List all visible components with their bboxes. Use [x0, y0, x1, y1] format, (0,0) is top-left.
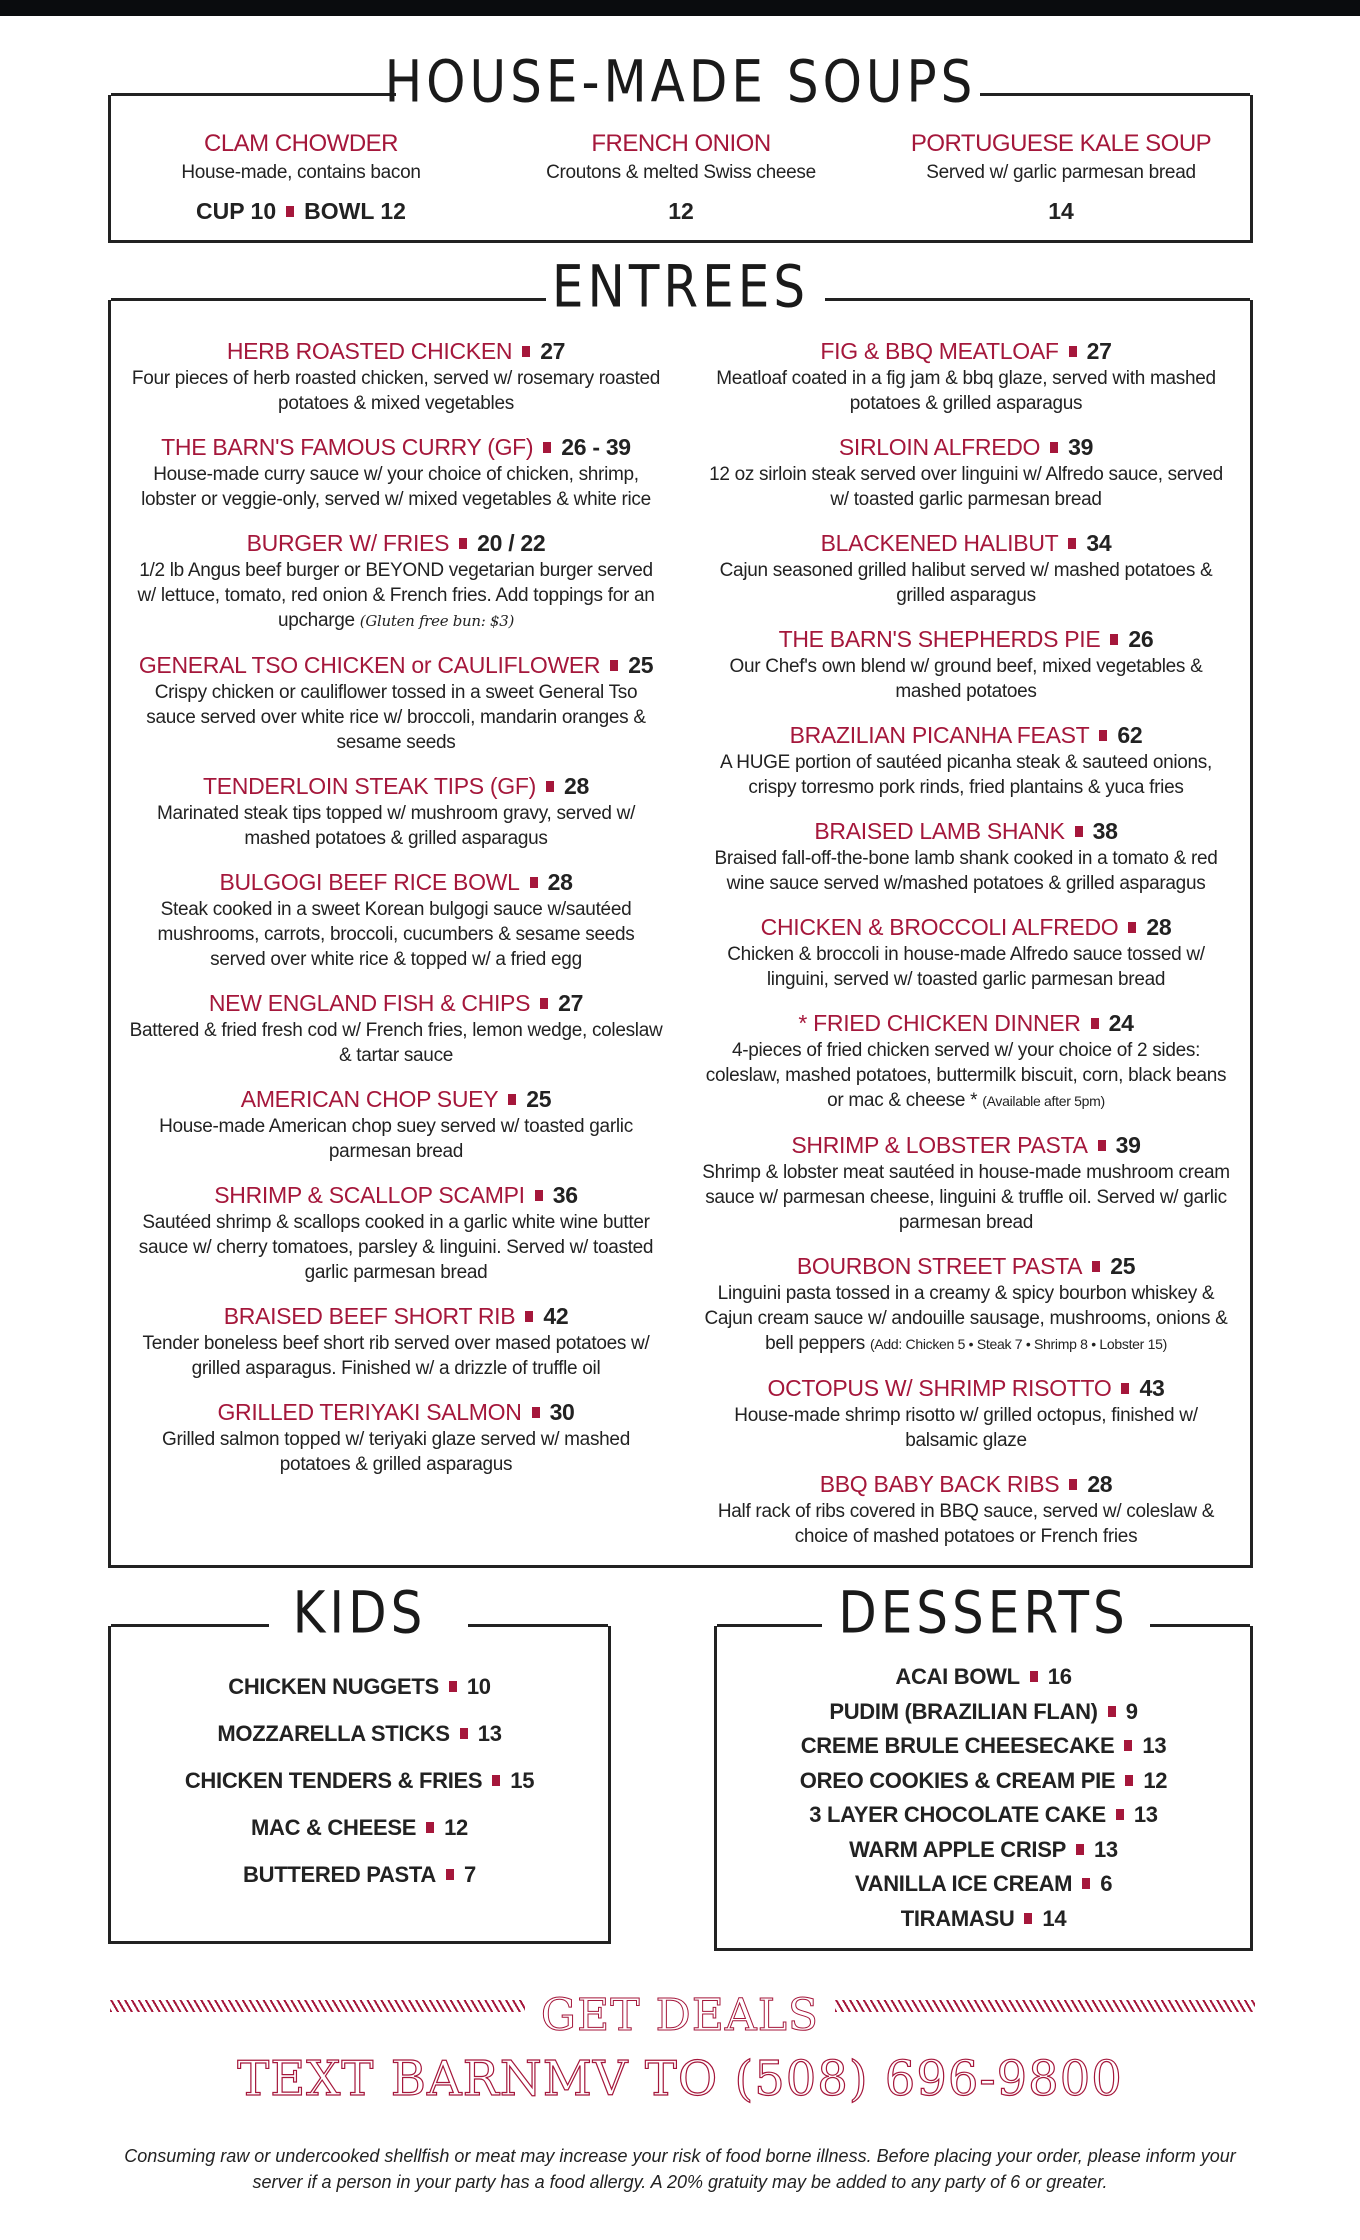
bullet-icon	[1030, 1671, 1038, 1682]
entree-price: 36	[552, 1182, 578, 1208]
deals-phone: TEXT BARNMV TO (508) 696-9800	[237, 2051, 1123, 2107]
entree-desc	[691, 558, 1241, 608]
item-name: CHICKEN TENDERS & FRIES	[184, 1768, 483, 1793]
entree-price: 39	[1115, 1132, 1141, 1158]
entree-desc	[691, 654, 1241, 704]
bullet-icon	[1050, 442, 1058, 453]
entree-desc	[691, 366, 1241, 416]
entree-desc-text: Cajun seasoned grilled halibut served w/ mashed potatoes & grilled asparagus	[719, 560, 1213, 606]
bullet-icon	[449, 1681, 457, 1692]
entree-price: 25	[1110, 1253, 1136, 1279]
bullet-icon	[525, 1311, 533, 1322]
bullet-icon	[459, 538, 467, 549]
item-name: OREO COOKIES & CREAM PIE	[799, 1767, 1116, 1793]
menu-list-item	[717, 1837, 1250, 1872]
entree-name: SHRIMP & SCALLOP SCAMPI	[214, 1182, 525, 1208]
entree-note: (Add: Chicken 5 • Steak 7 • Shrimp 8 • Lobster 15)	[869, 1336, 1167, 1352]
entree-desc	[121, 1427, 671, 1477]
item-price: 15	[510, 1768, 535, 1793]
entree-note: (Available after 5pm)	[982, 1093, 1105, 1109]
entree-price: 30	[549, 1399, 575, 1425]
entree-title	[691, 1469, 1241, 1499]
bullet-icon	[1125, 1775, 1133, 1786]
item-price: 12	[444, 1815, 468, 1840]
entree-name: BRAZILIAN PICANHA FEAST	[789, 722, 1090, 748]
item-price: 6	[1100, 1871, 1113, 1896]
entree-name: HERB ROASTED CHICKEN	[226, 338, 513, 364]
entree-item	[121, 1301, 671, 1381]
entree-desc-text: Sautéed shrimp & scallops cooked in a garlic white wine butter sauce w/ cherry tomatoes, parsley & linguini. Served w/ toasted garlic parmesan bread	[138, 1212, 654, 1283]
entree-desc	[691, 1499, 1241, 1549]
bullet-icon	[446, 1869, 454, 1880]
bullet-icon	[1099, 730, 1107, 741]
entree-name: THE BARN'S FAMOUS CURRY (GF)	[161, 434, 534, 460]
entree-price: 43	[1139, 1375, 1165, 1401]
entree-item	[121, 650, 671, 755]
entree-item	[691, 1373, 1241, 1453]
entree-price: 39	[1068, 434, 1094, 460]
bullet-icon	[546, 781, 554, 792]
entree-name: THE BARN'S SHEPHERDS PIE	[778, 626, 1101, 652]
item-price: 13	[477, 1721, 502, 1746]
bullet-icon	[1024, 1913, 1032, 1924]
item-name: MOZZARELLA STICKS	[217, 1721, 450, 1746]
entree-name: TENDERLOIN STEAK TIPS (GF)	[203, 773, 536, 799]
bowl-price: BOWL 12	[304, 198, 406, 224]
entree-name: BULGOGI BEEF RICE BOWL	[219, 869, 520, 895]
entree-title	[691, 528, 1241, 558]
soup-price: 14	[1048, 198, 1074, 224]
entree-title	[691, 624, 1241, 654]
bullet-icon	[530, 877, 538, 888]
entree-title	[691, 336, 1241, 366]
entree-item	[121, 1180, 671, 1285]
bullet-icon	[1076, 1844, 1084, 1855]
item-price: 9	[1125, 1698, 1138, 1724]
entree-price: 26 - 39	[561, 434, 631, 460]
kids-list	[111, 1674, 608, 1909]
entree-item	[121, 867, 671, 972]
item-name: PUDIM (BRAZILIAN FLAN)	[829, 1698, 1098, 1724]
bullet-icon	[1091, 1018, 1099, 1029]
entree-desc	[691, 1403, 1241, 1453]
item-name: 3 LAYER CHOCOLATE CAKE	[809, 1802, 1106, 1827]
bullet-icon	[1069, 1479, 1077, 1490]
entree-name: GRILLED TERIYAKI SALMON	[217, 1399, 522, 1425]
bullet-icon	[1124, 1740, 1132, 1751]
entree-name: CHICKEN & BROCCOLI ALFREDO	[760, 914, 1119, 940]
entree-desc	[121, 1210, 671, 1285]
section-heading: KIDS	[292, 1579, 427, 1647]
soup-desc: Served w/ garlic parmesan bread	[926, 162, 1196, 183]
bullet-icon	[1075, 826, 1083, 837]
entree-note: (Gluten free bun: $3)	[359, 612, 515, 630]
entree-desc-text: Steak cooked in a sweet Korean bulgogi sauce w/sautéed mushrooms, carrots, broccoli, cucumbers & sesame seeds served over white rice & topped w/ a fried egg	[157, 899, 635, 970]
section-heading: ENTREES	[551, 253, 810, 321]
entree-name: BRAISED LAMB SHANK	[814, 818, 1065, 844]
item-name: CREME BRULE CHEESECAKE	[800, 1733, 1115, 1758]
menu-list-item	[111, 1768, 608, 1815]
entree-item	[121, 528, 671, 634]
entree-item	[691, 432, 1241, 512]
item-price: 13	[1142, 1733, 1167, 1758]
soup-item	[111, 130, 491, 225]
entree-name: * FRIED CHICKEN DINNER	[798, 1010, 1081, 1036]
entree-desc	[121, 1114, 671, 1164]
entree-desc-text: Crispy chicken or cauliflower tossed in a sweet General Tso sauce served over white rice w/ broccoli, mandarin oranges & sesame seeds	[146, 682, 646, 753]
menu-list-item	[717, 1802, 1250, 1837]
menu-list-item	[111, 1815, 608, 1862]
item-name: VANILLA ICE CREAM	[854, 1871, 1073, 1896]
entree-desc	[121, 897, 671, 972]
entrees-left-column	[121, 336, 671, 1493]
menu-list-item	[717, 1733, 1250, 1768]
entree-title	[121, 650, 671, 680]
entree-desc-text: Battered & fried fresh cod w/ French fries, lemon wedge, coleslaw & tartar sauce	[129, 1020, 663, 1066]
soup-desc: House-made, contains bacon	[181, 162, 421, 183]
item-price: 14	[1042, 1905, 1067, 1931]
entree-desc	[691, 1281, 1241, 1357]
entree-title	[691, 1008, 1241, 1038]
soups-section	[108, 48, 1253, 243]
bullet-icon	[1069, 346, 1077, 357]
entree-price: 27	[558, 990, 584, 1016]
entree-desc	[121, 462, 671, 512]
entree-title	[121, 336, 671, 366]
menu-list-item	[717, 1871, 1250, 1906]
entree-name: OCTOPUS W/ SHRIMP RISOTTO	[767, 1375, 1112, 1401]
entree-price: 38	[1092, 818, 1118, 844]
item-name: WARM APPLE CRISP	[849, 1836, 1066, 1862]
entree-name: BBQ BABY BACK RIBS	[819, 1471, 1060, 1497]
menu-list-item	[111, 1674, 608, 1721]
entree-desc-text: A HUGE portion of sautéed picanha steak & sauteed onions, crispy torresmo pork rinds, fried plantains & yuca fries	[719, 752, 1212, 798]
entree-title	[691, 1373, 1241, 1403]
entree-title	[121, 1301, 671, 1331]
entree-desc	[691, 1038, 1241, 1114]
entree-desc-text: Tender boneless beef short rib served over mased potatoes w/ grilled asparagus. Finished w/ a drizzle of truffle oil	[142, 1333, 650, 1379]
entree-title	[691, 1130, 1241, 1160]
entree-price: 28	[1087, 1471, 1113, 1497]
entree-desc-text: Four pieces of herb roasted chicken, served w/ rosemary roasted potatoes & mixed vegetables	[131, 368, 661, 414]
soup-price: 12	[668, 198, 694, 224]
soup-name: PORTUGUESE KALE SOUP	[910, 130, 1212, 157]
item-name: CHICKEN NUGGETS	[228, 1674, 439, 1699]
entree-price: 25	[628, 652, 654, 678]
item-name: MAC & CHEESE	[251, 1815, 417, 1840]
entree-title	[691, 912, 1241, 942]
entree-price: 28	[1146, 914, 1172, 940]
bullet-icon	[426, 1822, 434, 1833]
soup-name: CLAM CHOWDER	[203, 130, 398, 157]
item-price: 10	[466, 1674, 491, 1699]
soup-desc: Croutons & melted Swiss cheese	[546, 162, 816, 183]
entree-title	[121, 988, 671, 1018]
top-bar	[0, 0, 1360, 16]
entree-price: 24	[1108, 1010, 1134, 1036]
entree-price: 28	[547, 869, 573, 895]
entree-desc-text: Chicken & broccoli in house-made Alfredo sauce tossed w/ linguini, served w/ toasted garlic parmesan bread	[727, 944, 1205, 990]
entree-desc-text: Marinated steak tips topped w/ mushroom gravy, served w/ mashed potatoes & grilled asparagus	[156, 803, 636, 849]
entree-item	[691, 336, 1241, 416]
entree-price: 34	[1086, 530, 1112, 556]
entree-name: SHRIMP & LOBSTER PASTA	[791, 1132, 1088, 1158]
section-heading: HOUSE-MADE SOUPS	[384, 48, 977, 116]
bullet-icon	[286, 206, 294, 217]
entree-desc-text: Shrimp & lobster meat sautéed in house-made mushroom cream sauce w/ parmesan cheese, linguini & truffle oil. Served w/ garlic parmesan bread	[702, 1162, 1230, 1233]
deals-banner	[0, 1990, 1360, 2107]
entree-desc	[121, 801, 671, 851]
bullet-icon	[1098, 1140, 1106, 1151]
bullet-icon	[532, 1407, 540, 1418]
item-price: 16	[1047, 1664, 1072, 1689]
bullet-icon	[460, 1728, 468, 1739]
entree-desc	[691, 462, 1241, 512]
entree-item	[691, 624, 1241, 704]
bullet-icon	[1068, 538, 1076, 549]
entree-item	[121, 1397, 671, 1477]
bullet-icon	[1128, 922, 1136, 933]
entree-item	[691, 912, 1241, 992]
entrees-section	[108, 253, 1253, 1568]
entree-item	[691, 720, 1241, 800]
menu-list-item	[717, 1906, 1250, 1941]
entree-desc-text: House-made curry sauce w/ your choice of chicken, shrimp, lobster or veggie-only, served w/ mixed vegetables & white rice	[141, 464, 651, 510]
entree-price: 28	[564, 773, 589, 799]
soup-item	[871, 130, 1251, 225]
entree-item	[121, 336, 671, 416]
entree-item	[691, 528, 1241, 608]
entree-desc	[691, 942, 1241, 992]
deals-title: GET DEALS	[540, 1990, 820, 2041]
item-name: ACAI BOWL	[895, 1664, 1020, 1689]
entree-desc-text: Grilled salmon topped w/ teriyaki glaze served w/ mashed potatoes & grilled asparagus	[162, 1429, 630, 1475]
entree-title	[691, 432, 1241, 462]
entree-desc-text: House-made American chop suey served w/ toasted garlic parmesan bread	[159, 1116, 633, 1162]
entree-item	[121, 432, 671, 512]
entree-title	[691, 816, 1241, 846]
entree-desc	[691, 1160, 1241, 1235]
entree-desc-text: House-made shrimp risotto w/ grilled octopus, finished w/ balsamic glaze	[734, 1405, 1198, 1451]
bullet-icon	[1092, 1261, 1100, 1272]
entree-price: 27	[540, 338, 566, 364]
entree-desc	[121, 366, 671, 416]
entree-name: BLACKENED HALIBUT	[820, 530, 1059, 556]
entree-price: 26	[1128, 626, 1154, 652]
entree-desc-text: 12 oz sirloin steak served over linguini w/ Alfredo sauce, served w/ toasted garlic parmesan bread	[709, 464, 1223, 510]
desserts-list	[717, 1664, 1250, 1940]
entree-title	[691, 1251, 1241, 1281]
desserts-section	[714, 1579, 1253, 1951]
entree-desc-text: Linguini pasta tossed in a creamy & spicy bourbon whiskey & Cajun cream sauce w/ andouille sausage, mushrooms, onions & bell peppers	[704, 1283, 1228, 1354]
entree-desc	[121, 1331, 671, 1381]
entree-name: BRAISED BEEF SHORT RIB	[223, 1303, 516, 1329]
entree-name: NEW ENGLAND FISH & CHIPS	[208, 990, 531, 1016]
entree-title	[121, 1084, 671, 1114]
section-heading: DESSERTS	[838, 1579, 1129, 1647]
entree-title	[121, 528, 671, 558]
soup-name: FRENCH ONION	[591, 130, 771, 157]
entree-title	[121, 1180, 671, 1210]
item-price: 7	[464, 1862, 476, 1887]
item-price: 13	[1133, 1802, 1158, 1827]
entree-item	[121, 1084, 671, 1164]
item-name: TIRAMASU	[900, 1905, 1015, 1931]
bullet-icon	[540, 998, 548, 1009]
entree-item	[691, 1008, 1241, 1114]
entree-item	[121, 771, 671, 851]
entree-title	[121, 432, 671, 462]
entree-title	[121, 771, 671, 801]
entree-price: 20 / 22	[477, 530, 546, 556]
kids-section	[108, 1579, 611, 1944]
bullet-icon	[610, 660, 618, 671]
item-price: 13	[1093, 1836, 1118, 1862]
entree-name: GENERAL TSO CHICKEN or CAULIFLOWER	[138, 652, 601, 678]
entree-desc	[121, 558, 671, 634]
entree-title	[121, 1397, 671, 1427]
entree-desc	[691, 846, 1241, 896]
bullet-icon	[1116, 1809, 1124, 1820]
entree-item	[691, 1469, 1241, 1549]
entree-name: BOURBON STREET PASTA	[796, 1253, 1083, 1279]
entree-name: SIRLOIN ALFREDO	[838, 434, 1041, 460]
entree-desc-text: Meatloaf coated in a fig jam & bbq glaze, served with mashed potatoes & grilled asparagus	[716, 368, 1216, 414]
entree-item	[691, 816, 1241, 896]
entree-price: 25	[526, 1086, 552, 1112]
entree-name: BURGER W/ FRIES	[246, 530, 450, 556]
item-name: BUTTERED PASTA	[243, 1862, 437, 1887]
entree-price: 27	[1086, 338, 1112, 364]
bullet-icon	[522, 346, 530, 357]
entree-item	[691, 1130, 1241, 1235]
soup-price	[111, 198, 491, 225]
entree-item	[121, 988, 671, 1068]
entree-title	[691, 720, 1241, 750]
entree-desc-text: Our Chef's own blend w/ ground beef, mixed vegetables & mashed potatoes	[729, 656, 1203, 702]
menu-list-item	[717, 1699, 1250, 1734]
bullet-icon	[492, 1775, 500, 1786]
entree-desc-text: Braised fall-off-the-bone lamb shank cooked in a tomato & red wine sauce served w/mashed potatoes & grilled asparagus	[714, 848, 1218, 894]
item-price: 12	[1143, 1767, 1168, 1793]
entrees-right-column	[691, 336, 1241, 1565]
bullet-icon	[1082, 1878, 1090, 1889]
menu-list-item	[111, 1862, 608, 1909]
bullet-icon	[1110, 634, 1118, 645]
bullet-icon	[535, 1190, 543, 1201]
bullet-icon	[508, 1094, 516, 1105]
disclaimer: Consuming raw or undercooked shellfish or meat may increase your risk of food borne illness. Before placing your order, please inform your server if a person in your party has a food allergy. A 20% gratuity may be added to any party of 6 or greater.	[124, 2146, 1236, 2192]
entree-desc-text: Half rack of ribs covered in BBQ sauce, served w/ coleslaw & choice of mashed potatoes or French fries	[717, 1501, 1215, 1547]
entree-item	[691, 1251, 1241, 1357]
soup-item	[491, 130, 871, 225]
bullet-icon	[1108, 1706, 1116, 1717]
bullet-icon	[1121, 1383, 1129, 1394]
entree-title	[121, 867, 671, 897]
entree-price: 62	[1117, 722, 1143, 748]
entree-desc	[691, 750, 1241, 800]
entree-price: 42	[543, 1303, 569, 1329]
bullet-icon	[543, 442, 551, 453]
entree-name: FIG & BBQ MEATLOAF	[820, 338, 1059, 364]
menu-list-item	[111, 1721, 608, 1768]
entree-desc-text: 1/2 lb Angus beef burger or BEYOND vegetarian burger served w/ lettuce, tomato, red onion & French fries. Add toppings for an upcharge	[137, 560, 655, 631]
cup-price: CUP 10	[196, 198, 277, 224]
entree-desc	[121, 680, 671, 755]
entree-desc-text: 4-pieces of fried chicken served w/ your choice of 2 sides: coleslaw, mashed potatoes, buttermilk biscuit, corn, black beans or mac & cheese *	[705, 1040, 1227, 1111]
menu-list-item	[717, 1664, 1250, 1699]
entree-desc	[121, 1018, 671, 1068]
entree-name: AMERICAN CHOP SUEY	[240, 1086, 499, 1112]
menu-list-item	[717, 1768, 1250, 1803]
